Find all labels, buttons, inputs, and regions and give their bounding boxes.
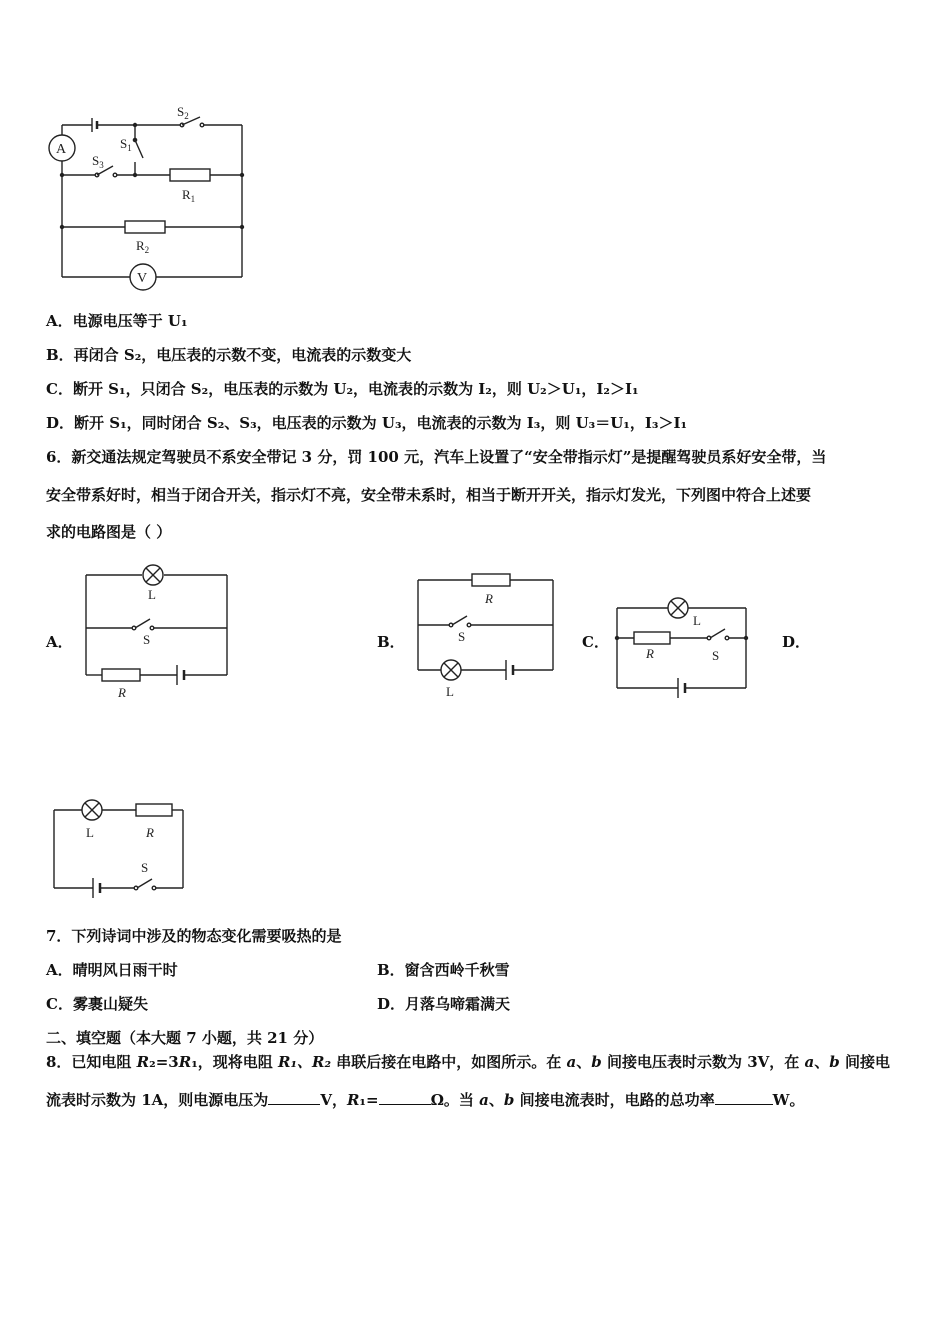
svg-text:R2: $R_2$ bbox=[136, 238, 150, 255]
q6-stem-line-2: 安全带系好时，相当于闭合开关，指示灯不亮，安全带未系时，相当于断开开关，指示灯发光，下列图中符合上述要 bbox=[46, 486, 812, 504]
q8-line-2: 流表时示数为 1A，则电源电压为 V，R₁= Ω。当 a、b 间接电流表时，电路的总功率 W。 bbox=[46, 1091, 805, 1109]
svg-text:S: S bbox=[143, 632, 151, 647]
q6-circuit-b bbox=[414, 572, 559, 702]
svg-text:L: L bbox=[148, 587, 156, 602]
q7-option-c: C．雾裹山疑失 bbox=[46, 995, 148, 1013]
q5-option-b: B．再闭合 S₂，电压表的示数不变，电流表的示数变大 bbox=[46, 346, 412, 364]
section-2-title: 二、填空题（本大题 7 小题，共 21 分） bbox=[46, 1029, 324, 1047]
q6-option-c-label: C． bbox=[582, 633, 609, 651]
svg-text:L: L bbox=[446, 684, 454, 699]
q8-blank-power[interactable] bbox=[715, 1090, 773, 1105]
svg-text:R1: $R_1$ bbox=[182, 187, 196, 204]
svg-text:S3: $S_3$ bbox=[92, 153, 104, 170]
svg-text:S: S bbox=[712, 648, 720, 663]
voltmeter-label: V bbox=[137, 271, 148, 286]
svg-text:R: R bbox=[485, 591, 493, 606]
q6-circuit-a bbox=[80, 562, 230, 702]
q8-blank-voltage[interactable] bbox=[268, 1090, 320, 1105]
svg-text:L: L bbox=[86, 825, 94, 840]
q8-blank-r1[interactable] bbox=[379, 1090, 431, 1105]
q7-option-b: B．窗含西岭千秋雪 bbox=[377, 961, 510, 979]
svg-text:S2: $S_2$ bbox=[177, 104, 189, 121]
q6-circuit-d bbox=[50, 794, 190, 904]
svg-text:S1: $S_1$ bbox=[120, 136, 132, 153]
q7-option-a: A．晴明风日雨干时 bbox=[46, 961, 178, 979]
q8-line-1: 8．已知电阻 R₂=3R₁，现将电阻 R₁、R₂ 串联后接在电路中，如图所示。在 a、b 间接电压表时示数为 3V，在 a、b 间接电 bbox=[46, 1053, 890, 1071]
svg-text:R: R bbox=[118, 685, 126, 700]
q6-option-b-label: B． bbox=[377, 633, 405, 651]
q5-circuit-diagram bbox=[40, 100, 250, 300]
q7-stem: 7．下列诗词中涉及的物态变化需要吸热的是 bbox=[46, 927, 342, 945]
q5-option-a: A．电源电压等于 U₁ bbox=[46, 312, 188, 330]
q6-stem-line-3: 求的电路图是（ ） bbox=[46, 523, 172, 541]
q5-option-d: D．断开 S₁，同时闭合 S₂、S₃，电压表的示数为 U₃，电流表的示数为 I₃，则 U₃＝U₁，I₃＞I₁ bbox=[46, 414, 688, 432]
q6-option-d-label: D． bbox=[782, 633, 811, 651]
svg-text:S: S bbox=[141, 860, 149, 875]
q5-option-c: C．断开 S₁，只闭合 S₂，电压表的示数为 U₂，电流表的示数为 I₂，则 U₂＞U₁，I₂＞I₁ bbox=[46, 380, 639, 398]
q6-option-a-label: A． bbox=[46, 633, 73, 651]
q6-circuit-c bbox=[612, 592, 752, 702]
svg-text:R: R bbox=[146, 825, 154, 840]
svg-text:L: L bbox=[693, 613, 701, 628]
ammeter-label: A bbox=[56, 142, 67, 157]
svg-text:R: R bbox=[646, 646, 654, 661]
q7-option-d: D．月落乌啼霜满天 bbox=[377, 995, 511, 1013]
q6-stem-line-1: 6．新交通法规定驾驶员不系安全带记 3 分，罚 100 元，汽车上设置了“安全带指示灯”是提醒驾驶员系好安全带，当 bbox=[46, 448, 827, 466]
svg-text:S: S bbox=[458, 629, 466, 644]
